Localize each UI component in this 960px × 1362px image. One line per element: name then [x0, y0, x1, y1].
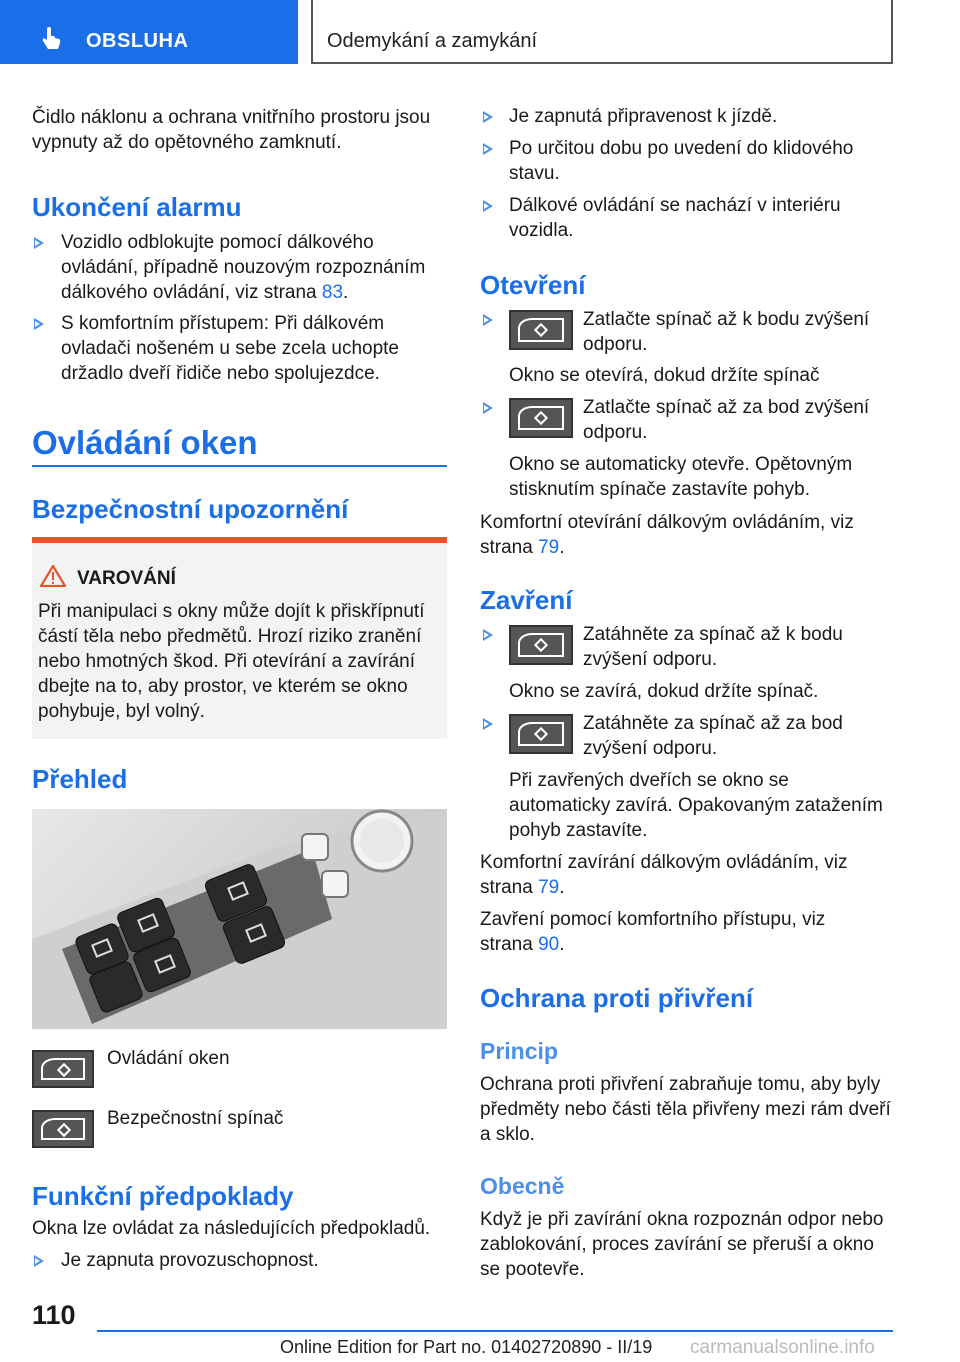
- open-item-1: Zatlačte spínač až k bodu zvýšení odporu.: [583, 309, 870, 355]
- window-switch-icon: [509, 714, 573, 754]
- window-switch-photo: [32, 809, 447, 1029]
- legend-safety-switch: Bezpečnostní spínač: [107, 1108, 284, 1129]
- hand-pointer-icon: [40, 26, 62, 50]
- page-link-90[interactable]: 90: [538, 934, 560, 955]
- close-item-1: Zatáhněte za spínač až k bodu zvýšení odporu.: [583, 624, 843, 670]
- close-heading: Zavření: [480, 585, 573, 615]
- page-link-79[interactable]: 79: [538, 537, 560, 558]
- edition-text: Online Edition for Part no. 01402720890 - II/19: [280, 1337, 653, 1357]
- bullet-icon: [483, 200, 493, 212]
- func-item: Je zapnuta provozuschopnost.: [61, 1250, 319, 1271]
- general-heading: Obecně: [480, 1173, 565, 1199]
- bullet-icon: [34, 318, 44, 330]
- bullet-icon: [483, 629, 493, 641]
- bullet-icon: [483, 402, 493, 414]
- chapter-title: Odemykání a zamykání: [327, 30, 538, 52]
- open-item-2: Zatlačte spínač až za bod zvýšení odporu.: [583, 397, 870, 443]
- safety-heading: Bezpečnostní upozornění: [32, 494, 349, 524]
- general-text: Když je při zavírání okna rozpoznán odpor nebo zablokování, proces zavírání se přeruší a okno se pootevře.: [480, 1209, 884, 1280]
- bullet-icon: [483, 718, 493, 730]
- cond-item-3: Dálkové ovládání se nachází v interiéru vozidla.: [509, 195, 841, 241]
- principle-text: Ochrana proti přivření zabraňuje tomu, aby byly předměty nebo části těla přivřeny mezi rám dveří a sklo.: [480, 1074, 891, 1145]
- open-comfort: Komfortní otevírání dálkovým ovládáním, viz strana 79.: [480, 512, 854, 558]
- legend-window-control: Ovládání oken: [107, 1048, 230, 1069]
- overview-heading: Přehled: [32, 764, 128, 794]
- func-text: Okna lze ovládat za následujících předpokladů.: [32, 1218, 431, 1239]
- pinch-heading: Ochrana proti přivření: [480, 983, 754, 1013]
- window-switch-icon: [509, 310, 573, 350]
- bullet-icon: [483, 314, 493, 326]
- window-switch-icon: [509, 398, 573, 438]
- page-link-79[interactable]: 79: [538, 877, 560, 898]
- warning-box: [32, 537, 447, 739]
- bullet-icon: [34, 237, 44, 249]
- close-note-1: Okno se zavírá, dokud držíte spínač.: [509, 681, 819, 702]
- func-heading: Funkční předpoklady: [32, 1181, 294, 1211]
- intro-text: Čidlo náklonu a ochrana vnitřního prostoru jsou vypnuty až do opětovného zamknutí.: [32, 107, 431, 153]
- main-heading: Ovládání oken: [32, 424, 258, 461]
- section-label: OBSLUHA: [86, 30, 189, 52]
- window-switch-illustration: [32, 809, 447, 1029]
- bullet-icon: [483, 111, 493, 123]
- heading-rule: [32, 465, 447, 467]
- alarm-heading: Ukončení alarmu: [32, 192, 242, 222]
- open-note-2: Okno se automaticky otevře. Opětovným stisknutím spínače zastavíte pohyb.: [509, 454, 853, 500]
- alarm-item-1: Vozidlo odblokujte pomocí dálkového ovládání, případně nouzovým rozpoznáním dálkového ovládání, viz strana 83.: [61, 232, 426, 303]
- bullet-icon: [34, 1255, 44, 1267]
- chapter-title-box: [311, 0, 893, 64]
- close-item-2: Zatáhněte za spínač až za bod zvýšení odporu.: [583, 713, 843, 759]
- page-link-83[interactable]: 83: [321, 282, 344, 303]
- principle-heading: Princip: [480, 1038, 558, 1064]
- open-note-1: Okno se otevírá, dokud držíte spínač: [509, 365, 820, 386]
- watermark-text: carmanualsonline.info: [690, 1337, 875, 1358]
- close-comfort: Komfortní zavírání dálkovým ovládáním, viz strana 79.: [480, 852, 848, 898]
- safety-switch-icon: [32, 1110, 94, 1148]
- window-switch-icon: [509, 625, 573, 665]
- warning-triangle-icon: [40, 565, 66, 587]
- close-access: Zavření pomocí komfortního přístupu, viz strana 90.: [480, 909, 826, 955]
- close-note-2: Při zavřených dveřích se okno se automaticky zavírá. Opakovaným zatažením pohyb zastavíte.: [509, 770, 883, 841]
- page-number: 110: [32, 1300, 76, 1330]
- cond-item-1: Je zapnutá připravenost k jízdě.: [509, 106, 778, 127]
- window-control-icon: [32, 1050, 94, 1088]
- warning-text: Při manipulaci s okny může dojít k přiskřípnutí částí těla nebo předmětů. Hrozí riziko zranění nebo hmotných škod. Při otevírání a zavírání dbejte na to, aby prostor, ve kterém se okno pohybuje, byl volný.: [38, 601, 425, 722]
- open-heading: Otevření: [480, 270, 586, 300]
- footer-rule: [97, 1330, 893, 1332]
- bullet-icon: [483, 143, 493, 155]
- section-tab[interactable]: [0, 0, 298, 64]
- warning-title: VAROVÁNÍ: [77, 568, 176, 589]
- alarm-item-2: S komfortním přístupem: Při dálkovém ovladači nošeném u sebe zcela uchopte držadlo dveří řidiče nebo spolujezdce.: [61, 313, 400, 384]
- cond-item-2: Po určitou dobu po uvedení do klidového stavu.: [509, 138, 854, 184]
